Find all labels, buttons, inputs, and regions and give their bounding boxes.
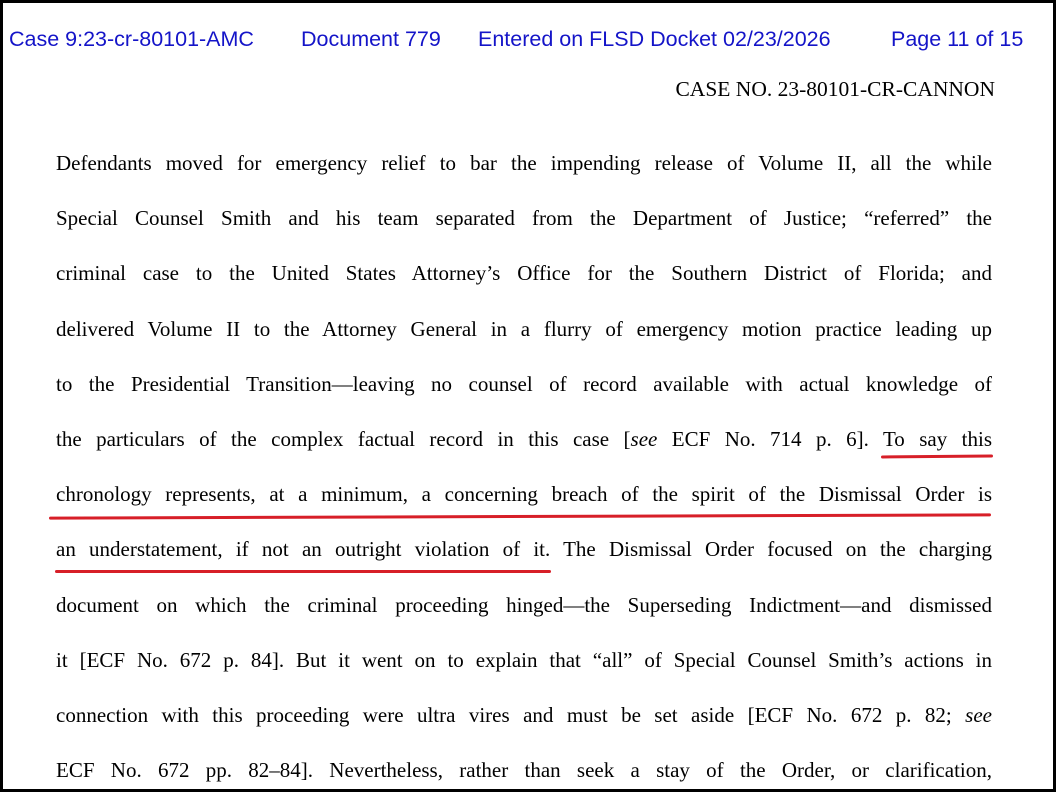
text-line: chronology represents, at a minimum, a concerning breach of the spirit of the Dismissal Order is [56,482,992,507]
text-line: ECF No. 672 pp. 82–84]. Nevertheless, rather than seek a stay of the Order, or clarification, [56,758,992,783]
text-line: Special Counsel Smith and his team separated from the Department of Justice; “referred” the [56,206,992,231]
text-line: to the Presidential Transition—leaving no counsel of record available with actual knowledge of [56,371,992,396]
body-paragraph [56,144,992,791]
case-id: Case 9:23-cr-80101-AMC [9,27,254,51]
text-line: the particulars of the complex factual record in this case [see ECF No. 714 p. 6]. To say this [56,426,992,451]
text-line: document on which the criminal proceeding hinged—the Superseding Indictment—and dismissed [56,592,992,617]
text-line: it [ECF No. 672 p. 84]. But it went on to explain that “all” of Special Counsel Smith’s actions in [56,647,992,672]
docket-header [3,27,1053,55]
text-line: criminal case to the United States Attorney’s Office for the Southern District of Florida; and [56,261,992,286]
entered-date: Entered on FLSD Docket 02/23/2026 [478,27,831,51]
highlight-underline [55,570,551,573]
document-number: Document 779 [301,27,441,51]
text-line: delivered Volume II to the Attorney General in a flurry of emergency motion practice leading up [56,316,992,341]
text-line: Defendants moved for emergency relief to bar the impending release of Volume II, all the while [56,151,992,175]
citation-signal: see [630,426,658,451]
text-line: connection with this proceeding were ultra vires and must be set aside [ECF No. 672 p. 82; see [56,702,992,727]
text-line: an understatement, if not an outright violation of it. The Dismissal Order focused on the charging [56,537,992,562]
page-count: Page 11 of 15 [891,27,1024,51]
case-number: CASE NO. 23-80101-CR-CANNON [675,77,995,101]
citation-signal: see [965,702,992,727]
